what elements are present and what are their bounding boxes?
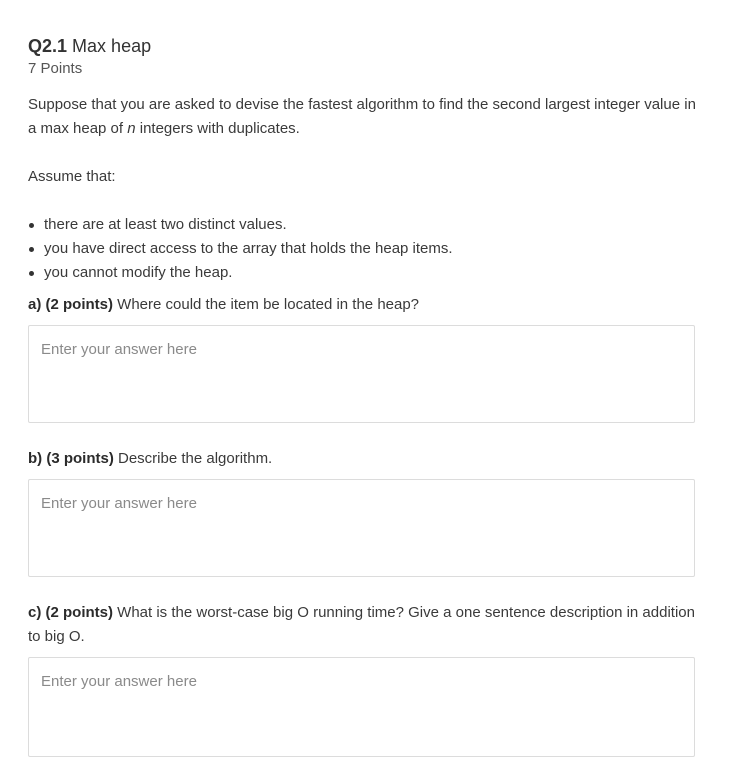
part-c-label: c) (2 points) (28, 604, 113, 621)
part-c-prompt (28, 601, 698, 649)
assumption-item: you cannot modify the heap. (28, 261, 453, 285)
part-b-prompt (28, 447, 698, 471)
intro-text-end: integers with duplicates. (135, 120, 300, 137)
assume-heading: Assume that: (28, 168, 116, 185)
part-a-label: a) (2 points) (28, 296, 113, 313)
part-c-text: What is the worst-case big O running time? Give a one sentence description in addition to big O. (28, 604, 695, 645)
intro-text-start: Suppose that you are asked to devise the fastest algorithm to find the second largest integer value in a max heap of (28, 96, 696, 137)
part-a-text: Where could the item be located in the heap? (113, 296, 420, 313)
part-b-text: Describe the algorithm. (113, 450, 273, 467)
part-a-answer-field[interactable] (28, 325, 695, 423)
question-title (28, 35, 151, 57)
part-b-label: b) (3 points) (28, 450, 114, 467)
assumption-item: there are at least two distinct values. (28, 213, 453, 237)
question-title-text: Max heap (72, 36, 152, 56)
question-number: Q2.1 (28, 36, 68, 56)
part-b-answer-field[interactable] (28, 479, 695, 577)
part-c-answer-field[interactable] (28, 657, 695, 757)
assumption-list (28, 213, 453, 285)
question-points: 7 Points (28, 60, 83, 77)
question-intro (28, 93, 698, 141)
intro-variable-n: n (127, 120, 136, 137)
part-a-prompt (28, 293, 698, 317)
assumption-item: you have direct access to the array that holds the heap items. (28, 237, 453, 261)
